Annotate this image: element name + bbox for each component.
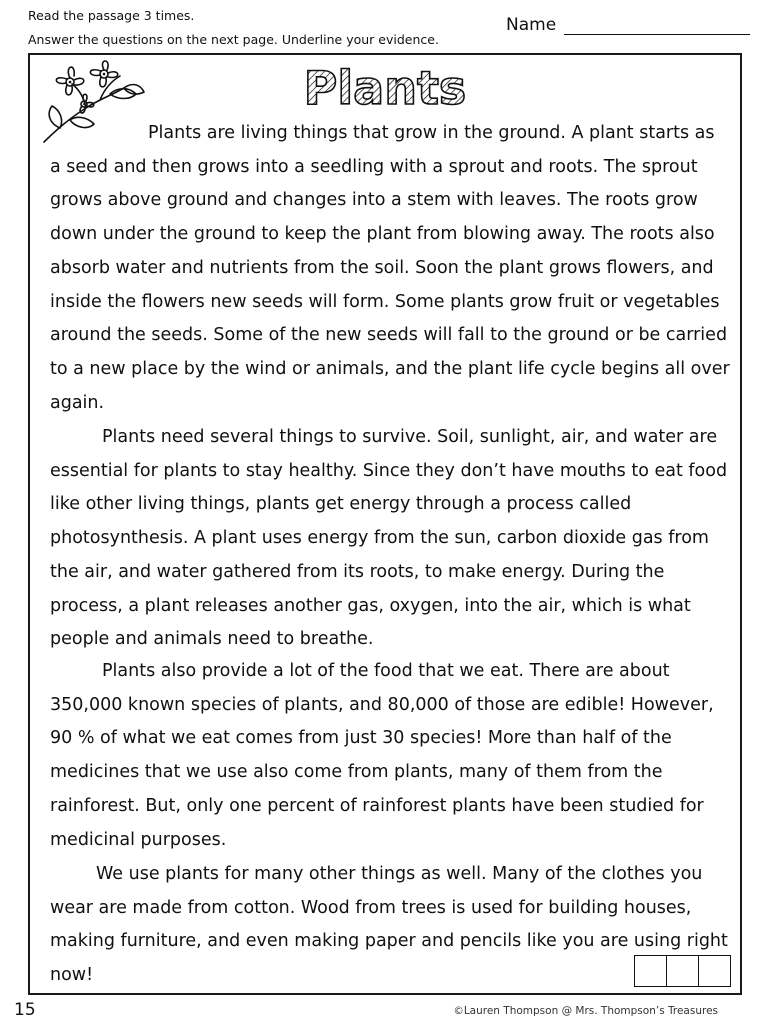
instruction-answer: Answer the questions on the next page. Underline your evidence. bbox=[28, 32, 439, 47]
paragraph-1: Plants are living things that grow in the ground. A plant starts as a seed and then grows into a seedling with a sprout and roots. The sprout grows above ground and changes into a stem with leaves. The roots grow down under the ground to keep the plant from blowing away. The roots also absorb water and nutrients from the soil. Soon the plant grows flowers, and inside the flowers new seeds will form. Some plants grow fruit or vegetables around the seeds. Some of the new seeds will fall to the ground or be carried to a new place by the wind or animals, and the plant life cycle begins all over again. bbox=[50, 123, 730, 413]
page-title-text bbox=[300, 60, 470, 116]
copyright-credit: ©Lauren Thompson @ Mrs. Thompson’s Treasures bbox=[453, 1005, 718, 1017]
svg-text:Plants: Plants bbox=[303, 61, 467, 115]
name-label: Name bbox=[506, 15, 557, 35]
read-checkbox-1[interactable] bbox=[635, 956, 666, 986]
name-write-line[interactable] bbox=[564, 14, 750, 35]
paragraph-2: Plants need several things to survive. Soil, sunlight, air, and water are essential for plants to stay healthy. Since they don’t have mouths to eat food like other living things, plants get energy through a process called photosynthesis. A plant uses energy from the sun, carbon dioxide gas from the air, and water gathered from its roots, to make energy. During the process, a plant releases another gas, oxygen, into the air, which is what people and animals need to breathe. bbox=[50, 427, 728, 650]
name-field bbox=[506, 14, 750, 35]
page-number: 15 bbox=[14, 1000, 36, 1020]
read-checkbox-2[interactable] bbox=[666, 956, 698, 986]
page-title bbox=[0, 60, 770, 120]
read-checkbox-3[interactable] bbox=[698, 956, 730, 986]
paragraph-4: We use plants for many other things as well. Many of the clothes you wear are made from cotton. Wood from trees is used for building houses, making furniture, and even making paper and pencils like you are using right now! bbox=[50, 864, 728, 986]
paragraph-3: Plants also provide a lot of the food that we eat. There are about 350,000 known species of plants, and 80,000 of those are edible! However, 90 % of what we eat comes from just 30 species! More than half of the medicines that we use also come from plants, many of them from the rainforest. But, only one percent of rainforest plants have been studied for medicinal purposes. bbox=[50, 661, 714, 850]
read-count-checkboxes bbox=[634, 955, 731, 987]
instruction-read: Read the passage 3 times. bbox=[28, 8, 195, 23]
